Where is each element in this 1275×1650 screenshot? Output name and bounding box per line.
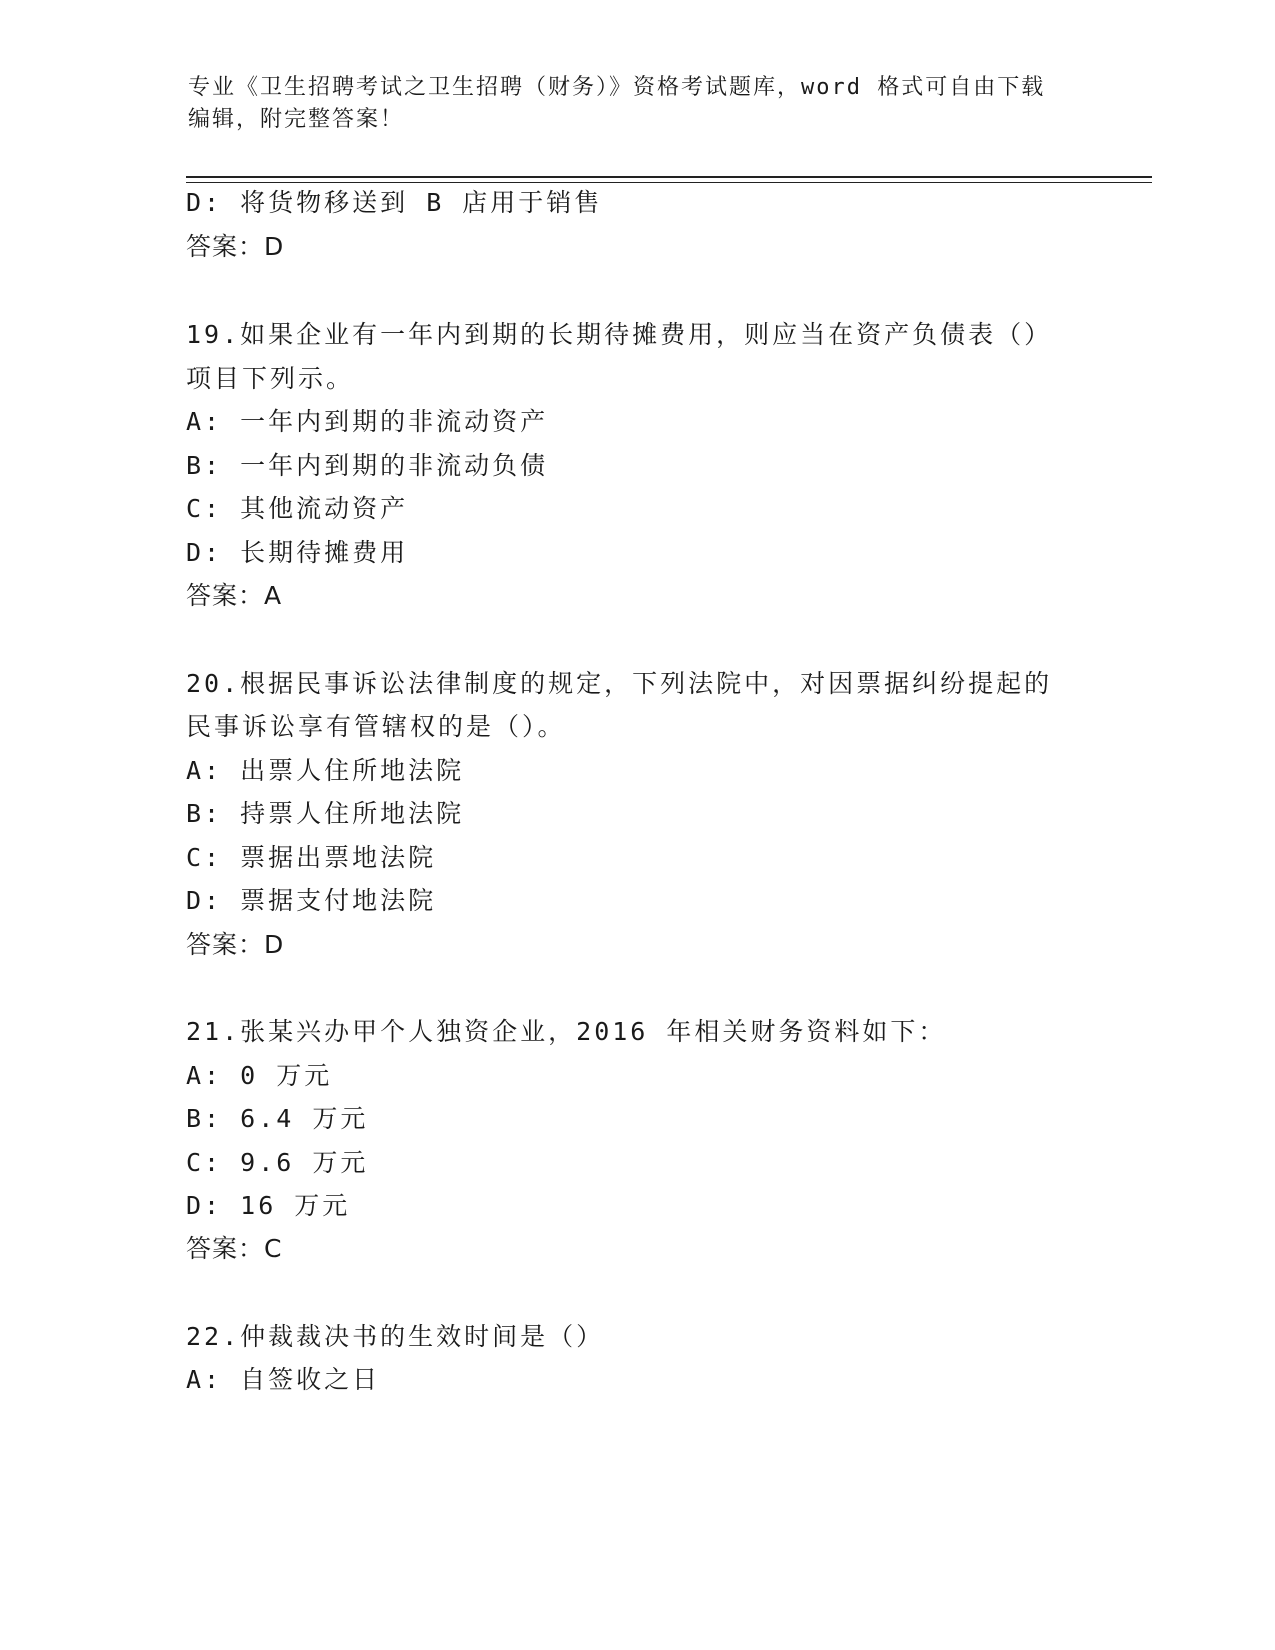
q21-option-c: C: 9.6 万元 [186, 1148, 369, 1177]
q19-stem-line-2: 项目下列示。 [186, 364, 355, 393]
q22-stem-line-1: 22.仲裁裁决书的生效时间是（） [186, 1322, 605, 1351]
q20-option-a: A: 出票人住所地法院 [186, 756, 465, 785]
q21-option-b: B: 6.4 万元 [186, 1104, 369, 1133]
prev-option-d: D: 将货物移送到 B 店用于销售 [186, 188, 603, 217]
q21-option-d: D: 16 万元 [186, 1191, 351, 1220]
q20-option-b: B: 持票人住所地法院 [186, 799, 465, 828]
q20-option-c: C: 票据出票地法院 [186, 843, 437, 872]
q20-stem-line-1: 20.根据民事诉讼法律制度的规定，下列法院中，对因票据纠纷提起的 [186, 669, 1053, 698]
q21-stem-line-1: 21.张某兴办甲个人独资企业，2016 年相关财务资料如下： [186, 1017, 947, 1046]
q22-option-a: A: 自签收之日 [186, 1365, 381, 1394]
q21-option-a: A: 0 万元 [186, 1061, 333, 1090]
header-line-1: 专业《卫生招聘考试之卫生招聘（财务）》资格考试题库，word 格式可自由下载 [188, 75, 1046, 100]
q19-option-b: B: 一年内到期的非流动负债 [186, 451, 549, 480]
q19-option-c: C: 其他流动资产 [186, 494, 409, 523]
q19-option-d: D: 长期待摊费用 [186, 538, 409, 567]
header-divider-thick [186, 176, 1152, 178]
q19-answer: 答案：A [186, 581, 283, 610]
q20-stem-line-2: 民事诉讼享有管辖权的是（）。 [186, 712, 566, 741]
q21-answer: 答案：C [186, 1234, 283, 1263]
q20-answer: 答案：D [186, 930, 285, 959]
q20-option-d: D: 票据支付地法院 [186, 886, 437, 915]
document-header [188, 72, 1088, 136]
header-line-2: 编辑，附完整答案！ [188, 107, 405, 132]
q19-option-a: A: 一年内到期的非流动资产 [186, 407, 549, 436]
prev-answer: 答案：D [186, 232, 285, 261]
header-divider-thin [186, 182, 1152, 183]
q19-stem-line-1: 19.如果企业有一年内到期的长期待摊费用，则应当在资产负债表（） [186, 320, 1053, 349]
